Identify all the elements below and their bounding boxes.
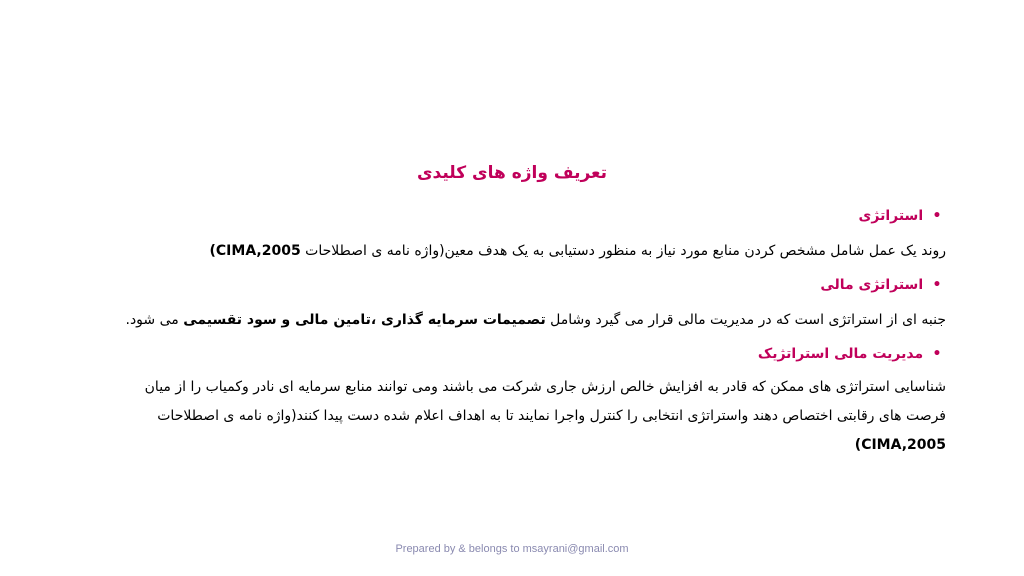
definition-strategic-financial-management <box>76 373 946 460</box>
definition-line-2: فرصت های رقابتی اختصاص دهند واستراتژی انتخابی را کنترل واجرا نمایند تا به اهداف اعلام شده دست پیدا کنند(واژه نامه ی اصطلاحات <box>157 408 946 424</box>
citation-source: CIMA,2005 <box>215 243 301 259</box>
definition-text: روند یک عمل شامل مشخص کردن منابع مورد نیاز به منظور دستیابی به یک هدف معین(واژه نامه ی اصطلاحات <box>305 243 946 259</box>
slide-title: تعریف واژه های کلیدی <box>416 163 608 183</box>
slide-content <box>76 208 946 460</box>
definition-text-end: می شود. <box>125 312 179 328</box>
footer-credit: Prepared by & belongs to msayrani@gmail.com <box>395 543 629 555</box>
citation-close: ) <box>854 437 862 453</box>
citation-close: ) <box>209 243 216 259</box>
citation-source: CIMA,2005 <box>861 437 946 453</box>
bullet-label: مدیریت مالی استراتژیک <box>757 346 924 362</box>
bullet-dot: • <box>932 208 942 224</box>
bullet-dot: • <box>932 277 942 293</box>
bullet-strategic-financial-management <box>76 346 946 362</box>
definition-strategy <box>76 237 946 266</box>
bullet-label: استراتژی <box>858 208 924 224</box>
definition-line-1: شناسایی استراتژی های ممکن که قادر به افزایش خالص ارزش جاری شرکت می باشند ومی توانند منابع سرمایه ای نادر وکمیاب را از میان <box>144 379 946 395</box>
bullet-dot: • <box>932 346 942 362</box>
bullet-label: استراتژی مالی <box>820 277 924 293</box>
bullet-strategy <box>76 208 946 224</box>
definition-text-start: جنبه ای از استراتژی است که در مدیریت مالی قرار می گیرد وشامل <box>550 312 946 328</box>
definition-financial-strategy <box>76 306 946 335</box>
definition-text-bold: تصمیمات سرمایه گذاری ،تامین مالی و سود تقسیمی <box>183 312 546 328</box>
bullet-financial-strategy <box>76 277 946 293</box>
